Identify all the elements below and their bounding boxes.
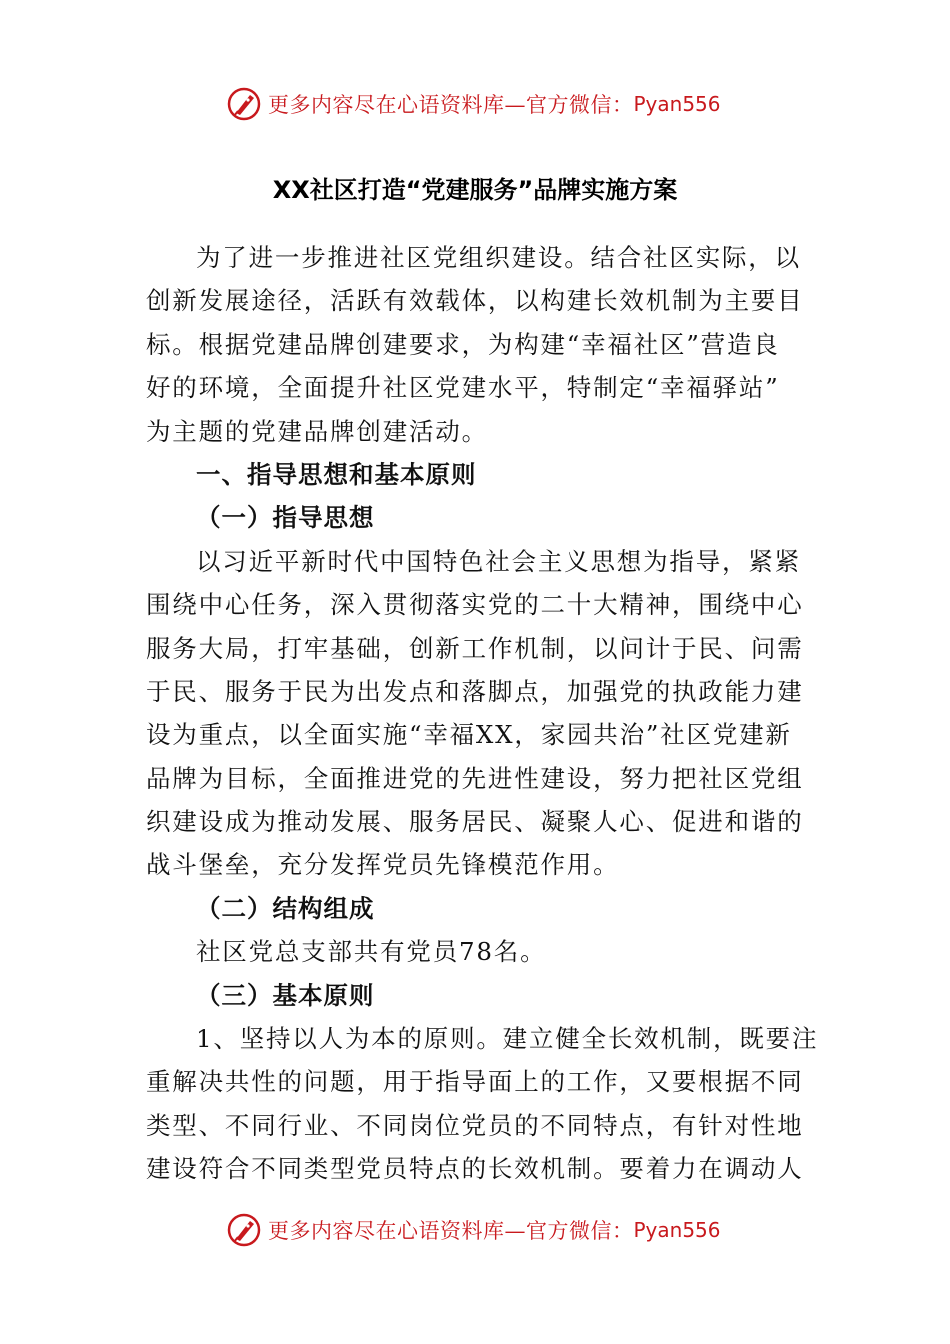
subsection-heading: （三）基本原则 xyxy=(196,980,375,1010)
paragraph-line: 于民、服务于民为出发点和落脚点，加强党的执政能力建 xyxy=(146,676,804,706)
paragraph-line: 标。根据党建品牌创建要求，为构建“幸福社区”营造良 xyxy=(146,329,780,359)
paragraph-line: 围绕中心任务，深入贯彻落实党的二十大精神，围绕中心 xyxy=(146,590,804,620)
paragraph-line: 为主题的党建品牌创建活动。 xyxy=(146,416,488,446)
document-title: XX社区打造“党建服务”品牌实施方案 xyxy=(272,176,678,204)
paragraph-line: 品牌为目标，全面推进党的先进性建设，努力把社区党组 xyxy=(146,763,804,793)
paragraph-line: 类型、不同行业、不同岗位党员的不同特点，有针对性地 xyxy=(146,1110,804,1140)
document-body xyxy=(146,236,819,1191)
pen-nib-logo-icon xyxy=(226,1212,262,1248)
banner-wechat-id: Pyan556 xyxy=(633,1218,721,1242)
footer-banner xyxy=(226,1210,721,1250)
banner-text: 更多内容尽在心语资料库—官方微信： xyxy=(268,1219,634,1243)
subsection-heading: （二）结构组成 xyxy=(196,893,375,923)
pen-nib-logo-icon xyxy=(226,86,262,122)
paragraph-line: 好的环境，全面提升社区党建水平，特制定“幸福驿站” xyxy=(146,373,780,403)
header-banner xyxy=(226,84,721,124)
banner-text: 更多内容尽在心语资料库—官方微信： xyxy=(268,93,634,117)
banner-wechat-id: Pyan556 xyxy=(633,92,721,116)
paragraph-line: 1、坚持以人为本的原则。建立健全长效机制，既要注 xyxy=(196,1024,819,1054)
paragraph-line: 战斗堡垒，充分发挥党员先锋模范作用。 xyxy=(146,850,620,880)
paragraph-line: 服务大局，打牢基础，创新工作机制，以问计于民、问需 xyxy=(146,633,804,663)
paragraph-line: 以习近平新时代中国特色社会主义思想为指导，紧紧 xyxy=(196,546,801,576)
subsection-heading: （一）指导思想 xyxy=(196,503,375,533)
paragraph-line: 创新发展途径，活跃有效载体，以构建长效机制为主要目 xyxy=(146,286,804,316)
paragraph-line: 设为重点，以全面实施“幸福XX，家园共治”社区党建新 xyxy=(146,720,792,750)
paragraph-line: 织建设成为推动发展、服务居民、凝聚人心、促进和谐的 xyxy=(146,807,804,837)
paragraph-line: 建设符合不同类型党员特点的长效机制。要着力在调动人 xyxy=(146,1154,804,1184)
paragraph-line: 重解决共性的问题，用于指导面上的工作，又要根据不同 xyxy=(146,1067,804,1097)
paragraph-line: 社区党总支部共有党员78名。 xyxy=(196,937,547,967)
paragraph-line: 为了进一步推进社区党组织建设。结合社区实际，以 xyxy=(196,243,801,272)
section-heading: 一、指导思想和基本原则 xyxy=(196,459,477,489)
